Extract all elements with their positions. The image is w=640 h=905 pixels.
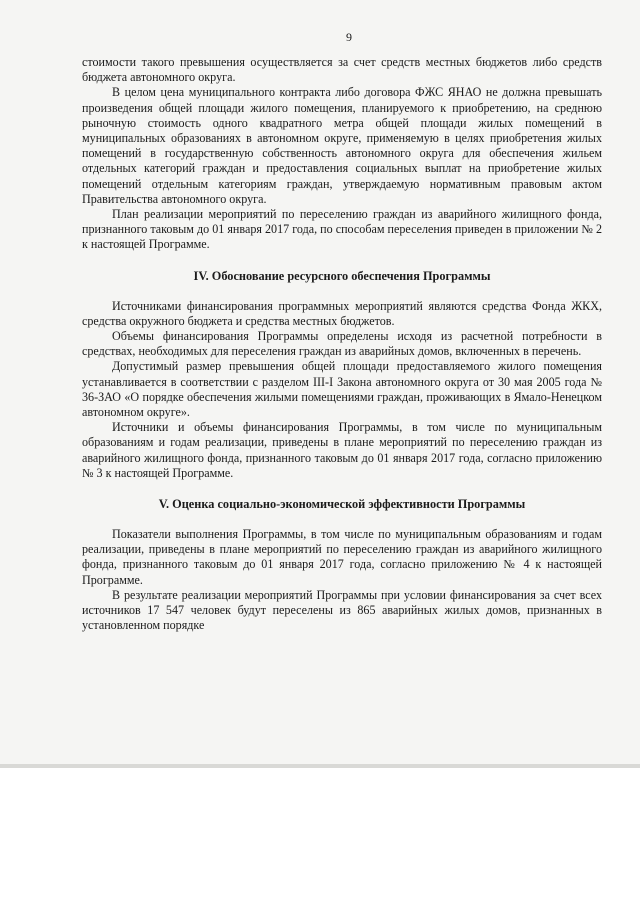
paragraph: План реализации мероприятий по переселению граждан из аварийного жилищного фонда, признанного таковым до 01 января 2017 года, по способам переселения приведен в приложении № 2 к настоящей Программе.	[82, 207, 602, 252]
paragraph: Показатели выполнения Программы, в том числе по муниципальным образованиям и годам реализации, приведены в плане мероприятий по переселению граждан из аварийного жилищного фонда, признанного таковым до 01 января 2017 года, согласно приложению № 4 к настоящей Программе.	[82, 527, 602, 587]
paragraph: Объемы финансирования Программы определены исходя из расчетной потребности в средствах, необходимых для переселения граждан из аварийных домов, включенных в перечень.	[82, 329, 602, 359]
section-heading-iv: IV. Обоснование ресурсного обеспечения Программы	[193, 268, 491, 283]
paragraph: стоимости такого превышения осуществляется за счет средств местных бюджетов либо средств бюджета автономного округа.	[82, 55, 602, 85]
paragraph: В целом цена муниципального контракта либо договора ФЖС ЯНАО не должна превышать произведения общей площади жилого помещения, планируемого к приобретению, на среднюю рыночную стоимость одного квадратного метра общей площади жилых помещений в муниципальных образованиях в автономном округе, применяемую в целях приобретения жилых помещений в государственную собственность автономного округа для обеспечения жильем отдельных категорий граждан и предоставления социальных выплат на приобретение жилых помещений отдельным категориям граждан, утверждаемую нормативным правовым актом Правительства автономного округа.	[82, 85, 602, 206]
page-number: 9	[346, 30, 352, 44]
section-heading-v: V. Оценка социально-экономической эффективности Программы	[158, 497, 526, 512]
paragraph: Источники и объемы финансирования Программы, в том числе по муниципальным образованиям и годам реализации, приведены в плане мероприятий по переселению граждан из аварийного жилищного фонда, признанного таковым до 01 января 2017 года, согласно приложению № 3 к настоящей Программе.	[82, 420, 602, 480]
document-body	[82, 0, 602, 634]
paragraph: Допустимый размер превышения общей площади предоставляемого жилого помещения устанавливается в соответствии с разделом III-I Закона автономного округа от 30 мая 2005 года № 36-ЗАО «О порядке обеспечения жилыми помещениями граждан, проживающих в Ямало-Ненецком автономном округе».	[82, 359, 602, 420]
paragraph: Источниками финансирования программных мероприятий являются средства Фонда ЖКХ, средства окружного бюджета и средства местных бюджетов.	[82, 298, 602, 328]
paragraph: В результате реализации мероприятий Программы при условии финансирования за счет всех источников 17 547 человек будут переселены из 865 аварийных жилых домов, признанных в установленном порядке	[82, 587, 602, 633]
